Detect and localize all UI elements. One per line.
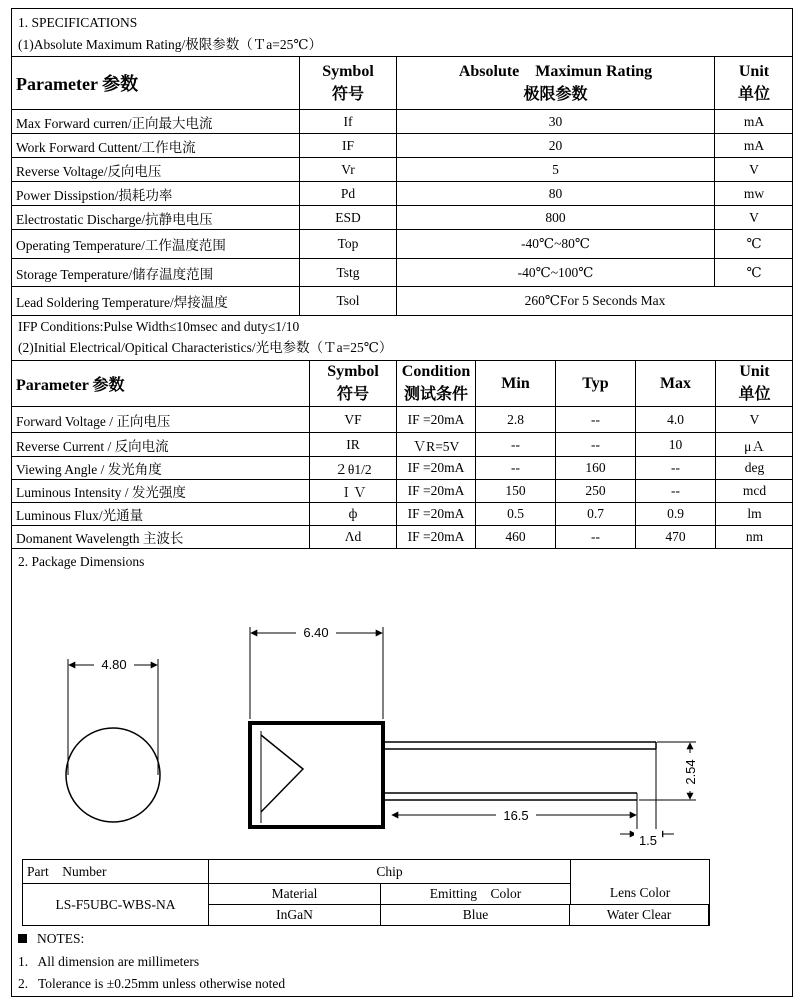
cell-unit: μＡ bbox=[716, 433, 794, 457]
lens-color-value: Water Clear bbox=[569, 904, 709, 926]
cell-symbol: ２θ1/2 bbox=[310, 457, 397, 480]
cell-max: 0.9 bbox=[636, 503, 716, 526]
elec-header-typ: Typ bbox=[556, 361, 636, 407]
led-side-view bbox=[250, 625, 698, 848]
cell-symbol: Vr bbox=[300, 158, 397, 182]
table-row bbox=[12, 206, 794, 230]
abs-header-row bbox=[12, 57, 794, 110]
cell-max: -- bbox=[636, 480, 716, 503]
package-drawing bbox=[12, 597, 792, 857]
elec-header-param: Parameter 参数 bbox=[12, 361, 310, 407]
material-value: InGaN bbox=[209, 905, 381, 926]
abs-header-symbol: Symbol 符号 bbox=[300, 57, 397, 110]
cell-rating: 260℃For 5 Seconds Max bbox=[397, 287, 794, 316]
cell-symbol: IR bbox=[310, 433, 397, 457]
cell-unit: nm bbox=[716, 526, 794, 549]
cell-symbol: Tstg bbox=[300, 259, 397, 287]
cell-min: -- bbox=[476, 457, 556, 480]
cell-condition: IF =20mA bbox=[397, 407, 476, 433]
abs-title: (1)Absolute Maximum Rating/极限参数（Ｔa=25℃） bbox=[18, 37, 322, 52]
cell-param: Domanent Wavelength 主波长 bbox=[12, 526, 310, 549]
chip-label: Chip bbox=[209, 860, 571, 884]
led-top-view bbox=[66, 657, 160, 822]
cell-rating: 80 bbox=[397, 182, 715, 206]
cell-typ: -- bbox=[556, 526, 636, 549]
cell-rating: -40℃~100℃ bbox=[397, 259, 715, 287]
emitting-color-value: Blue bbox=[381, 905, 571, 926]
cell-rating: -40℃~80℃ bbox=[397, 230, 715, 259]
cell-symbol: If bbox=[300, 110, 397, 134]
table-row bbox=[12, 407, 794, 433]
elec-table bbox=[11, 360, 793, 549]
cell-max: 470 bbox=[636, 526, 716, 549]
cell-symbol: ф bbox=[310, 503, 397, 526]
abs-header-param: Parameter 参数 bbox=[12, 57, 300, 110]
cell-unit: V bbox=[715, 158, 794, 182]
cell-min: 0.5 bbox=[476, 503, 556, 526]
notes-title: NOTES: bbox=[18, 930, 84, 948]
table-row bbox=[12, 433, 794, 457]
cell-symbol: VF bbox=[310, 407, 397, 433]
cell-max: 4.0 bbox=[636, 407, 716, 433]
cell-rating: 800 bbox=[397, 206, 715, 230]
elec-header-max: Max bbox=[636, 361, 716, 407]
table-row bbox=[12, 259, 794, 287]
part-number-value: LS-F5UBC-WBS-NA bbox=[23, 884, 209, 926]
cell-param: Power Dissipstion/损耗功率 bbox=[12, 182, 300, 206]
cell-rating: 20 bbox=[397, 134, 715, 158]
cell-unit: mw bbox=[715, 182, 794, 206]
cell-unit: mA bbox=[715, 134, 794, 158]
cell-typ: 160 bbox=[556, 457, 636, 480]
cell-symbol: ＩＶ bbox=[310, 480, 397, 503]
cell-typ: 0.7 bbox=[556, 503, 636, 526]
elec-header-row bbox=[12, 361, 794, 407]
cell-param: Lead Soldering Temperature/焊接温度 bbox=[12, 287, 300, 316]
cell-rating: 5 bbox=[397, 158, 715, 182]
cell-symbol: Pd bbox=[300, 182, 397, 206]
cell-condition: IF =20mA bbox=[397, 480, 476, 503]
abs-header-unit: Unit 单位 bbox=[715, 57, 794, 110]
cell-param: Reverse Current / 反向电流 bbox=[12, 433, 310, 457]
cell-param: Luminous Intensity / 发光强度 bbox=[12, 480, 310, 503]
table-row bbox=[12, 230, 794, 259]
cell-typ: -- bbox=[556, 407, 636, 433]
ifp-note: IFP Conditions:Pulse Width≤10msec and duty≤1/10 bbox=[18, 319, 300, 334]
cell-rating: 30 bbox=[397, 110, 715, 134]
cell-typ: 250 bbox=[556, 480, 636, 503]
cell-param: Forward Voltage / 正向电压 bbox=[12, 407, 310, 433]
material-label: Material bbox=[209, 884, 381, 905]
dim-circle-width: 4.80 bbox=[101, 657, 127, 672]
table-row bbox=[12, 503, 794, 526]
dim-lead-pitch: 2.54 bbox=[683, 759, 698, 785]
elec-header-unit: Unit 单位 bbox=[716, 361, 794, 407]
cell-symbol: Top bbox=[300, 230, 397, 259]
cell-param: Max Forward curren/正向最大电流 bbox=[12, 110, 300, 134]
table-row bbox=[12, 480, 794, 503]
cell-param: Reverse Voltage/反向电压 bbox=[12, 158, 300, 182]
spec-title: 1. SPECIFICATIONS bbox=[18, 15, 138, 30]
table-row bbox=[12, 134, 794, 158]
cell-unit: mA bbox=[715, 110, 794, 134]
abs-header-rating: Absolute Maximun Rating 极限参数 bbox=[397, 57, 715, 110]
cell-min: 150 bbox=[476, 480, 556, 503]
cell-param: Viewing Angle / 发光角度 bbox=[12, 457, 310, 480]
datasheet-page bbox=[11, 8, 793, 997]
cell-symbol: Λd bbox=[310, 526, 397, 549]
dim-lead-length: 16.5 bbox=[503, 808, 529, 823]
cell-param: Operating Temperature/工作温度范围 bbox=[12, 230, 300, 259]
cell-param: Electrostatic Discharge/抗静电电压 bbox=[12, 206, 300, 230]
dim-lead-end: 1.5 bbox=[638, 833, 658, 848]
cell-param: Work Forward Cuttent/工作电流 bbox=[12, 134, 300, 158]
cell-unit: ℃ bbox=[715, 230, 794, 259]
cell-condition: ＶR=5V bbox=[397, 433, 476, 457]
cell-min: 2.8 bbox=[476, 407, 556, 433]
table-row bbox=[12, 158, 794, 182]
lens-color-label: Lens Color bbox=[571, 860, 710, 926]
table-row bbox=[12, 287, 794, 316]
elec-header-symbol: Symbol 符号 bbox=[310, 361, 397, 407]
cell-unit: V bbox=[715, 206, 794, 230]
part-number-label: Part Number bbox=[23, 860, 209, 884]
cell-condition: IF =20mA bbox=[397, 526, 476, 549]
table-row bbox=[12, 526, 794, 549]
cell-max: 10 bbox=[636, 433, 716, 457]
elec-header-min: Min bbox=[476, 361, 556, 407]
cell-condition: IF =20mA bbox=[397, 503, 476, 526]
cell-symbol: ESD bbox=[300, 206, 397, 230]
cell-param: Storage Temperature/储存温度范围 bbox=[12, 259, 300, 287]
table-row bbox=[12, 110, 794, 134]
cell-min: -- bbox=[476, 433, 556, 457]
pkg-title: 2. Package Dimensions bbox=[18, 554, 145, 569]
cell-max: -- bbox=[636, 457, 716, 480]
cell-symbol: Tsol bbox=[300, 287, 397, 316]
cell-typ: -- bbox=[556, 433, 636, 457]
emitting-color-label: Emitting Color bbox=[381, 884, 571, 905]
cell-unit: deg bbox=[716, 457, 794, 480]
cell-unit: ℃ bbox=[715, 259, 794, 287]
elec-title: (2)Initial Electrical/Opitical Characteristics/光电参数（Ｔa=25℃） bbox=[18, 340, 393, 355]
cell-unit: V bbox=[716, 407, 794, 433]
abs-max-table bbox=[11, 56, 793, 316]
dim-body-width: 6.40 bbox=[303, 625, 329, 640]
cell-unit: mcd bbox=[716, 480, 794, 503]
note-item: 1. All dimension are millimeters bbox=[18, 954, 200, 969]
cell-condition: IF =20mA bbox=[397, 457, 476, 480]
cell-param: Luminous Flux/光通量 bbox=[12, 503, 310, 526]
notes-bullet bbox=[18, 934, 27, 943]
cell-min: 460 bbox=[476, 526, 556, 549]
note-item: 2. Tolerance is ±0.25mm unless otherwise noted bbox=[18, 976, 286, 991]
table-row bbox=[12, 182, 794, 206]
cell-symbol: IF bbox=[300, 134, 397, 158]
cell-unit: lm bbox=[716, 503, 794, 526]
table-row bbox=[12, 457, 794, 480]
elec-header-condition: Condition 测试条件 bbox=[397, 361, 476, 407]
